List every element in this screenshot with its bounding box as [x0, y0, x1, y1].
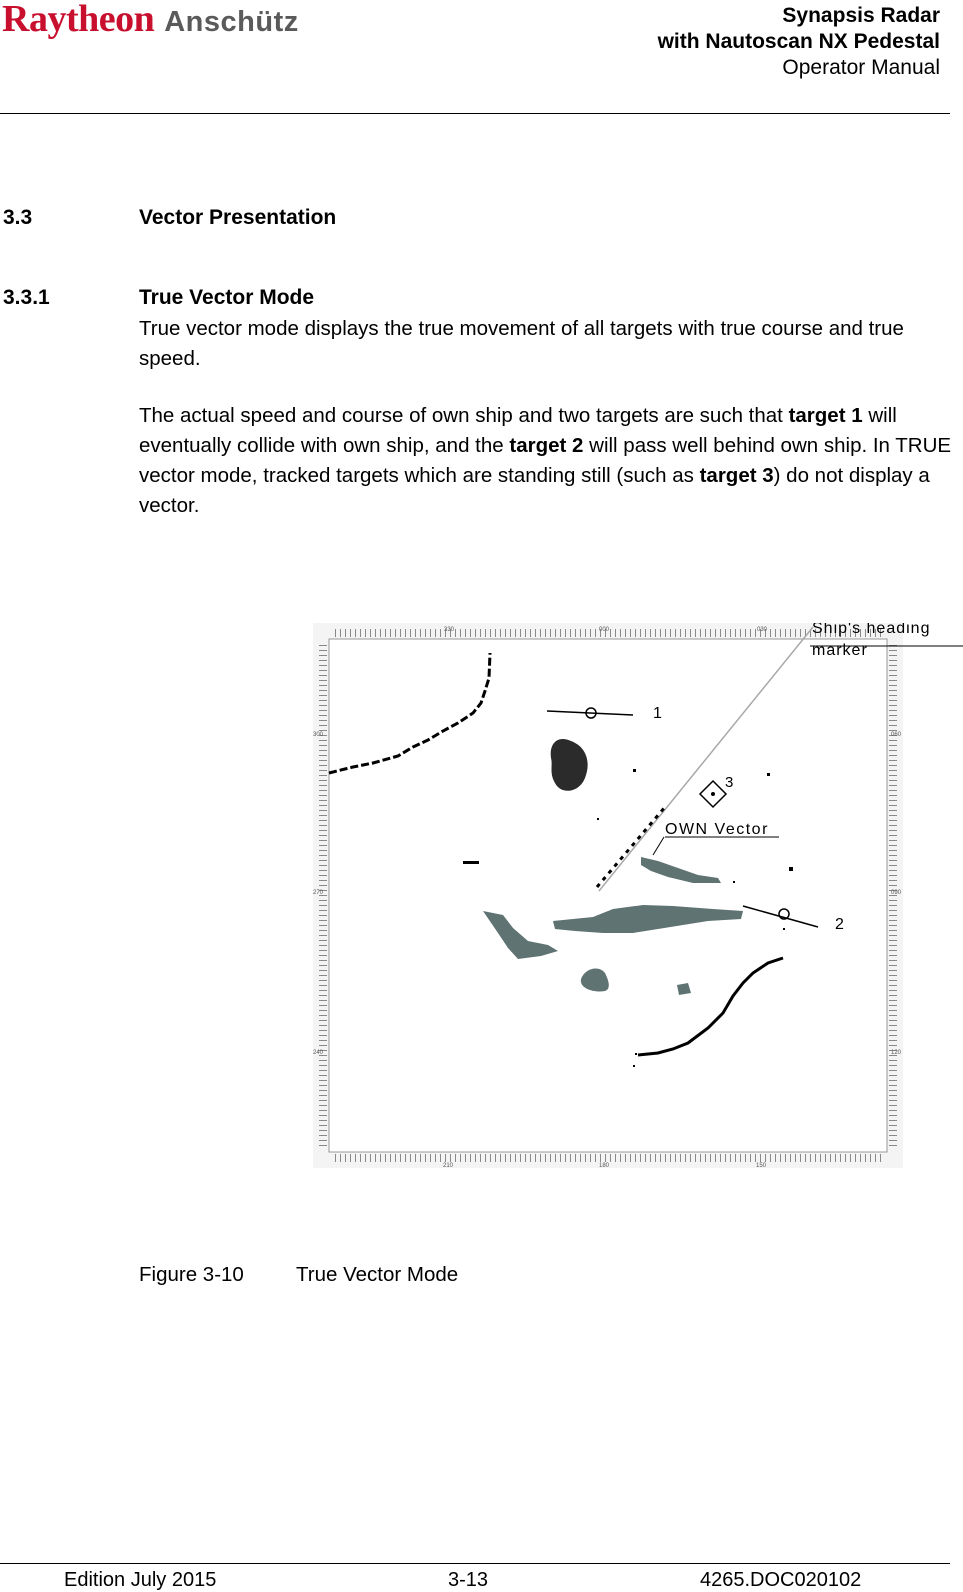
scale-label-left-2: 270 [313, 890, 324, 896]
document-title-block [658, 3, 940, 81]
target-1-label: 1 [653, 705, 662, 722]
header-rule [0, 113, 950, 114]
subsection-number: 3.3.1 [3, 286, 50, 309]
footer-edition: Edition July 2015 [64, 1569, 217, 1591]
figure-number: Figure 3-10 [139, 1263, 244, 1286]
scale-label-top-2: 000 [599, 627, 610, 633]
radar-figure [313, 623, 963, 1168]
subsection-title: True Vector Mode [139, 286, 315, 309]
title-line-1: Synapsis Radar [782, 4, 940, 27]
heading-marker-label-2: marker [812, 642, 868, 659]
target-3-label: 3 [725, 774, 734, 791]
para2-text-2: will eventually collide with own ship, and the [139, 404, 897, 457]
scale-label-left-1: 300 [313, 732, 324, 738]
target-1-ref: target 1 [788, 404, 863, 427]
scale-label-top-1: 330 [444, 627, 455, 633]
scale-label-bottom-2: 180 [599, 1163, 610, 1168]
footer-page-number: 3-13 [448, 1569, 489, 1591]
target-2-label: 2 [835, 916, 844, 933]
company-logo [2, 0, 299, 44]
title-line-2: with Nautoscan NX Pedestal [657, 30, 940, 53]
scale-label-right-3: 120 [891, 1050, 902, 1056]
title-line-3: Operator Manual [782, 56, 940, 79]
scale-label-bottom-3: 150 [756, 1163, 767, 1168]
para2-text-4: ) do not display a vector. [139, 464, 930, 517]
target-2-ref: target 2 [509, 434, 584, 457]
radar-screen [329, 639, 887, 1152]
scale-label-right-1: 060 [891, 732, 902, 738]
scale-label-left-3: 240 [313, 1050, 324, 1056]
scale-bottom [333, 1154, 883, 1162]
own-vector-label: OWN Vector [665, 821, 769, 838]
section-number: 3.3 [3, 206, 33, 229]
figure-caption [139, 1263, 458, 1287]
heading-marker-label-1: Ship's heading [812, 623, 931, 637]
radar-display-svg [313, 623, 963, 1168]
para2-text-3: will pass well behind own ship. In TRUE vector mode, tracked targets which are standing still (such as [139, 434, 952, 487]
target-3-ref: target 3 [699, 464, 774, 487]
scale-label-right-2: 090 [891, 890, 902, 896]
para2-text-1: The actual speed and course of own ship and two targets are such that [139, 404, 789, 427]
scale-label-top-3: 030 [757, 627, 768, 633]
logo-raytheon: Raytheon [2, 0, 155, 40]
section-title: Vector Presentation [139, 206, 337, 229]
footer-doc-number: 4265.DOC020102 [700, 1569, 862, 1591]
paragraph-1: True vector mode displays the true movement of all targets with true course and true speed. [139, 317, 904, 370]
target-3-center [711, 792, 715, 796]
logo-anschutz: Anschütz [164, 6, 299, 38]
scale-label-bottom-1: 210 [443, 1163, 454, 1168]
figure-title: True Vector Mode [296, 1263, 459, 1286]
footer-rule [0, 1563, 950, 1564]
paragraph-2 [139, 401, 954, 521]
